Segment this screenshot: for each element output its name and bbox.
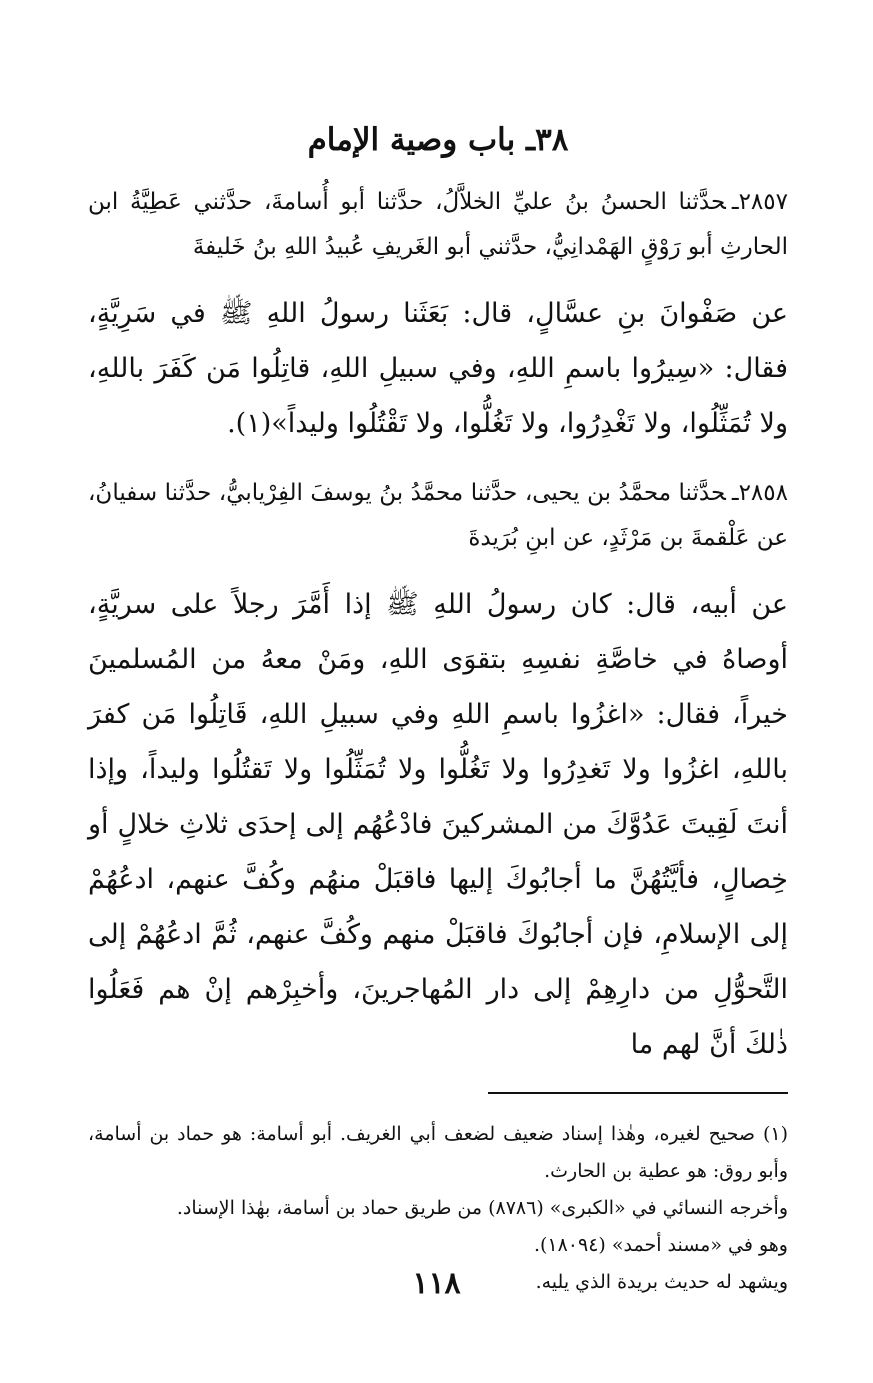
hadith-2857-matn: عن صَفْوانَ بنِ عسَّالٍ، قال: بَعَثَنا رسولُ اللهِ ﷺ في سَرِيَّةٍ، فقال: «سِيرُوا باسمِ اللهِ، وفي سبيلِ اللهِ، قاتِلُوا مَن كَفَرَ باللهِ، ولا تُمَثِّلُوا، ولا تَغْدِرُوا، ولا تَغُلُّوا، ولا تَقْتُلُوا وليداً»(١).: [88, 298, 788, 439]
chapter-title: ٣٨ـ باب وصية الإمام: [307, 122, 569, 158]
footnote-separator: [488, 1092, 788, 1094]
hadith-2858-isnad-text: حدَّثنا محمَّدُ بن يحيى، حدَّثنا محمَّدُ بنُ يوسفَ الفِرْيابيُّ، حدَّثنا سفيانُ، عن عَلْقمةَ بن مَرْثَدٍ، عن ابنِ بُرَيدةَ: [88, 480, 788, 551]
book-page: [88, 118, 788, 1301]
footnote-separator-wrap: [88, 1072, 788, 1116]
hadith-2857-number: ٢٨٥٧ـ: [731, 189, 788, 215]
footnote-4: ويشهد له حديث بريدة الذي يليه.: [535, 1271, 788, 1293]
page-number: ١١٨: [412, 1266, 461, 1301]
footnote-2: وأخرجه النسائي في «الكبرى» (٨٧٨٦) من طريق حماد بن أسامة، بهٰذا الإسناد.: [176, 1197, 788, 1219]
hadith-2858-matn: عن أبيه، قال: كان رسولُ اللهِ ﷺ إذا أَمَّرَ رجلاً على سريَّةٍ، أوصاهُ في خاصَّةِ نفسِهِ بتقوَى اللهِ، ومَنْ معهُ من المُسلمينَ خيراً، فقال: «اغزُوا باسمِ اللهِ وفي سبيلِ اللهِ، قَاتِلُوا مَن كفرَ باللهِ، اغزُوا ولا تَغدِرُوا ولا تَغُلُّوا ولا تُمَثِّلُوا ولا تَقتُلُوا وليداً، وإذا أنتَ لَقِيتَ عَدُوَّكَ من المشركينَ فادْعُهُم إلى إحدَى ثلاثِ خلالٍ أو خِصالٍ، فأيَّتُهُنَّ ما أجابُوكَ إليها فاقبَلْ منهُم وكُفَّ عنهم، ادعُهُمْ إلى الإسلامِ، فإن أجابُوكَ فاقبَلْ منهم وكُفَّ عنهم، ثُمَّ ادعُهُمْ إلى التَّحوُّلِ من دارِهِمْ إلى دار المُهاجرينَ، وأخبِرْهم إنْ هم فَعَلُوا ذٰلكَ أنَّ لهم ما: [88, 589, 788, 1060]
hadith-2858-isnad: [88, 471, 788, 561]
hadith-2857-isnad-text: حدَّثنا الحسنُ بنُ عليِّ الخلاَّلُ، حدَّثنا أبو أُسامةَ، حدَّثني عَطِيَّةُ ابن الحارثِ أبو رَوْقٍ الهَمْدانِيُّ، حدَّثني أبو الغَريفِ عُبيدُ اللهِ بنُ خَليفةَ: [88, 189, 788, 260]
footnote-3: وهو في «مسند أحمد» (١٨٠٩٤).: [533, 1234, 788, 1256]
footnote-1: (١) صحيح لغيره، وهٰذا إسناد ضعيف لضعف أبي الغريف. أبو أسامة: هو حماد بن أسامة، وأبو روق: هو عطية بن الحارث.: [88, 1123, 788, 1182]
hadith-2858-number: ٢٨٥٨ـ: [731, 480, 788, 506]
hadith-2857-isnad: [88, 180, 788, 270]
